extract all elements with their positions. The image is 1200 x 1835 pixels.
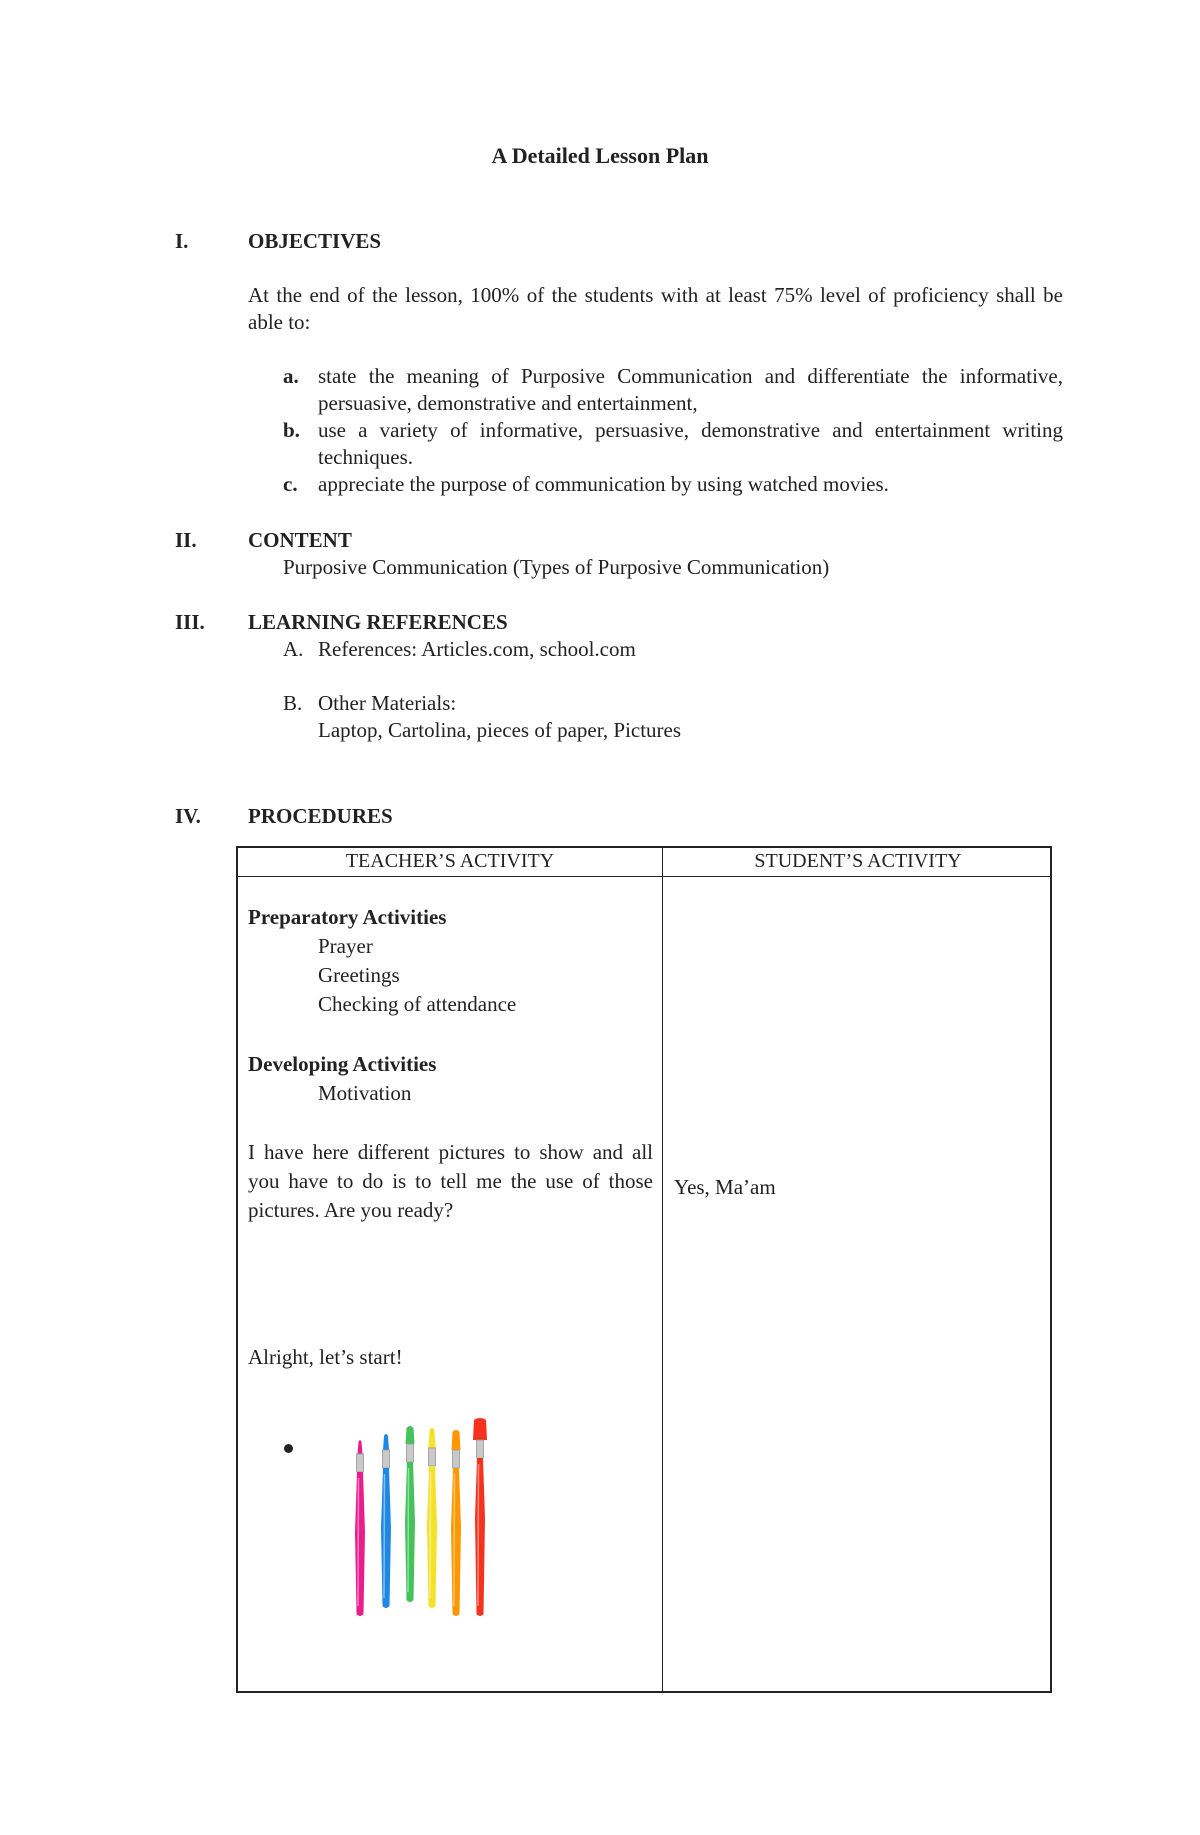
header-teacher-activity: TEACHER’S ACTIVITY [345, 850, 555, 872]
section-heading-objectives: OBJECTIVES [248, 229, 382, 253]
reference-text-b: Other Materials: [318, 691, 457, 715]
objectives-intro: At the end of the lesson, 100% of the students with at least 75% level of proficiency shall be able to: [248, 283, 1063, 334]
section-number: II. [175, 528, 197, 552]
section-heading-procedures: PROCEDURES [248, 804, 393, 828]
section-number: I. [175, 229, 189, 253]
reference-detail-b: Laptop, Cartolina, pieces of paper, Pictures [318, 718, 682, 742]
header-student-activity: STUDENT’S ACTIVITY [754, 850, 962, 872]
preparatory-item: Prayer [318, 934, 373, 958]
paint-brushes-image [348, 1418, 508, 1628]
preparatory-heading: Preparatory Activities [248, 905, 447, 929]
reference-text-a: References: Articles.com, school.com [318, 637, 636, 661]
objective-text: appreciate the purpose of communication by using watched movies. [318, 472, 889, 496]
objective-label: c. [283, 472, 298, 496]
paint-brush [355, 1440, 365, 1616]
table-column-divider [662, 848, 663, 1691]
section-number: III. [175, 610, 205, 634]
content-text: Purposive Communication (Types of Purposive Communication) [283, 555, 830, 579]
section-heading-content: CONTENT [248, 528, 352, 552]
paint-brush [473, 1418, 487, 1616]
reference-label-b: B. [283, 691, 303, 715]
paint-brush [451, 1430, 461, 1616]
preparatory-item: Greetings [318, 963, 400, 987]
student-reply: Yes, Ma’am [674, 1175, 776, 1199]
reference-label-a: A. [283, 637, 304, 661]
paint-brush [405, 1426, 415, 1602]
paint-brush [427, 1428, 437, 1608]
section-heading-references: LEARNING REFERENCES [248, 610, 508, 634]
motivation-prompt: I have here different pictures to show and all you have to do is to tell me the use of those pictures. Are you ready? [248, 1140, 653, 1222]
paint-brush [381, 1434, 391, 1608]
objective-text: state the meaning of Purposive Communication and differentiate the informative, persuasive, demonstrative and entertainment, [318, 364, 1063, 415]
objective-label: b. [283, 418, 300, 442]
preparatory-item: Checking of attendance [318, 992, 517, 1016]
section-number: IV. [175, 804, 201, 828]
table-header-divider [238, 876, 1050, 877]
document-title: A Detailed Lesson Plan [491, 143, 709, 168]
objective-text: use a variety of informative, persuasive, demonstrative and entertainment writing techniques. [318, 418, 1063, 469]
bullet-icon [284, 1444, 293, 1453]
start-text: Alright, let’s start! [248, 1345, 403, 1369]
developing-item: Motivation [318, 1081, 412, 1105]
developing-heading: Developing Activities [248, 1052, 437, 1076]
procedures-table [236, 846, 1052, 1693]
objective-label: a. [283, 364, 299, 388]
